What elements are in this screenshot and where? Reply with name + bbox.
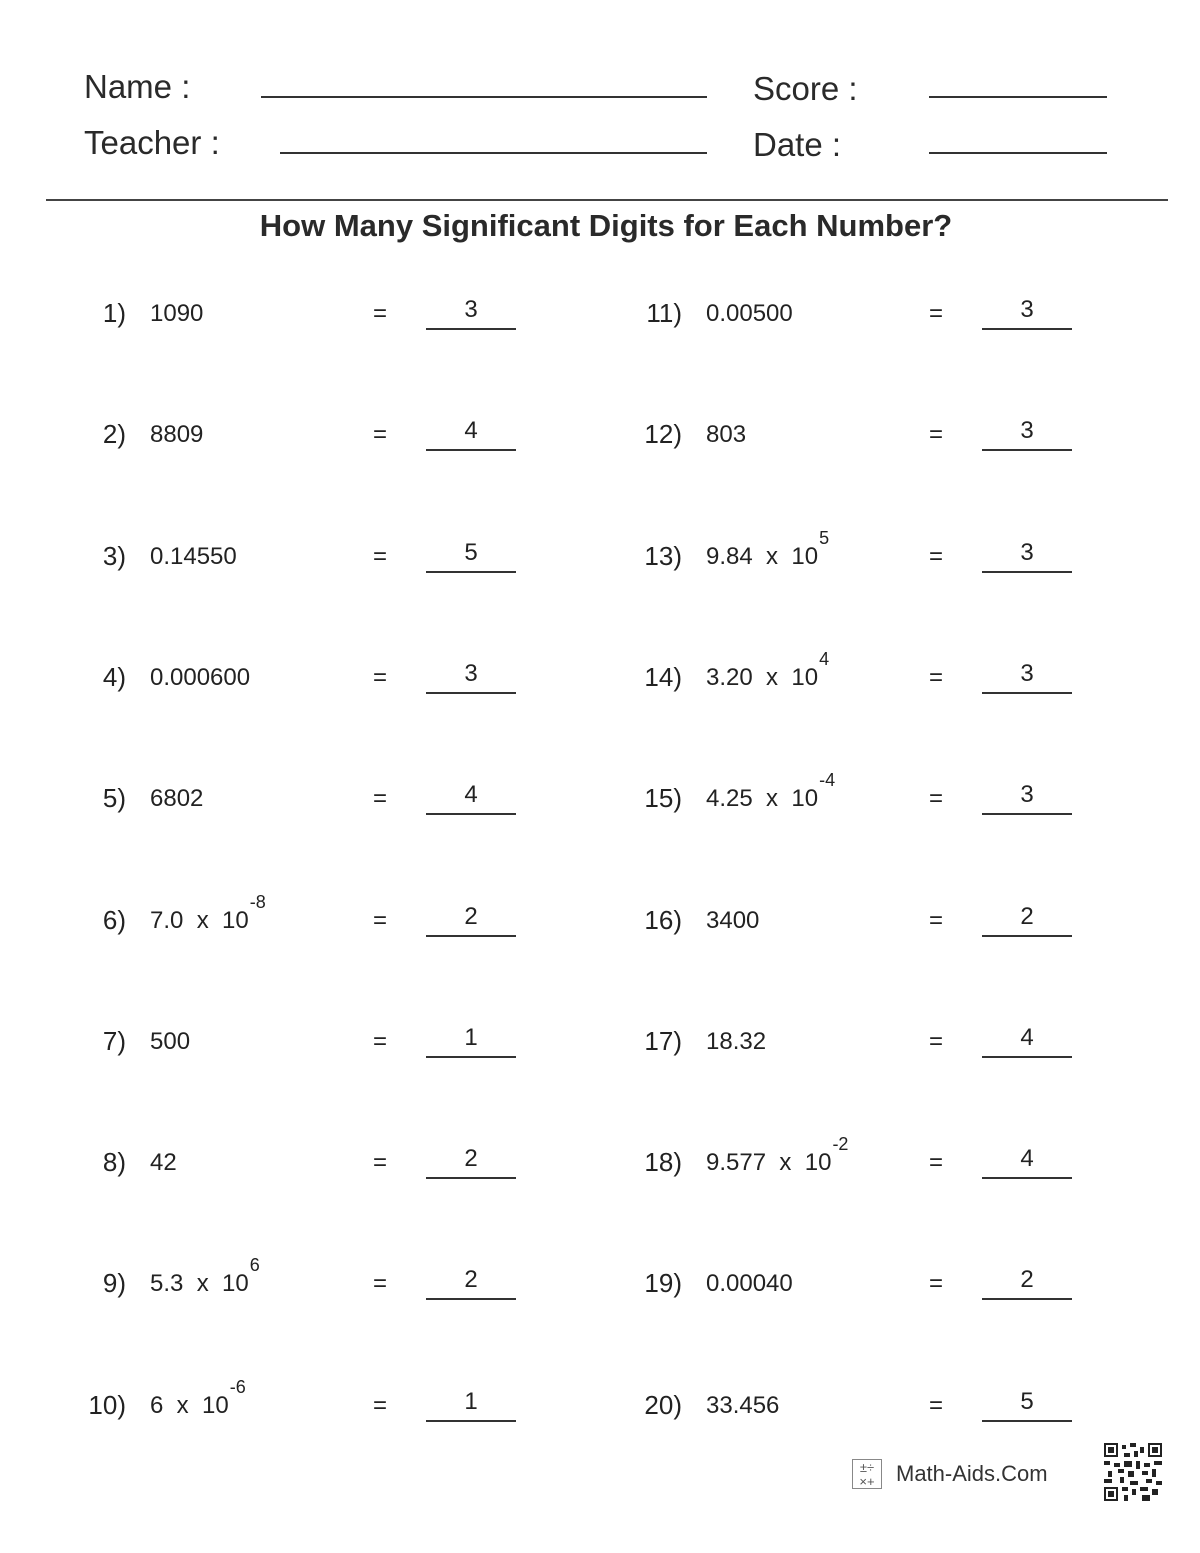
problem-row xyxy=(0,662,540,722)
problem-base: 0.00040 xyxy=(706,1270,793,1297)
problem-base: 500 xyxy=(150,1028,191,1055)
equals-sign: = xyxy=(373,1270,388,1297)
equals-sign: = xyxy=(373,1028,388,1055)
equals-sign: = xyxy=(929,421,944,448)
problem-expression xyxy=(150,892,266,935)
answer-field[interactable]: 3 xyxy=(426,660,516,694)
problem-number: 3) xyxy=(102,541,126,571)
problem-row xyxy=(556,1390,1096,1450)
problem-number: 18) xyxy=(644,1147,682,1177)
problem-row xyxy=(0,1255,540,1328)
problem-number: 11) xyxy=(646,298,682,328)
problem-number: 14) xyxy=(644,662,682,692)
problem-base: 7.0 x 10 xyxy=(150,907,249,934)
teacher-line xyxy=(280,152,707,154)
problem-row xyxy=(0,1147,540,1207)
problem-row xyxy=(556,419,1096,479)
problem-base: 9.84 x 10 xyxy=(706,543,819,570)
equals-sign: = xyxy=(373,543,388,570)
equals-sign: = xyxy=(929,1392,944,1419)
problem-expression xyxy=(706,649,830,692)
problem-number: 17) xyxy=(644,1026,682,1056)
calculator-icon: ±÷ ×+ xyxy=(852,1459,882,1489)
equals-sign: = xyxy=(373,664,388,691)
problem-expression xyxy=(706,770,836,813)
header-divider xyxy=(46,199,1168,201)
problem-base: 3.20 x 10 xyxy=(706,664,819,691)
problem-row xyxy=(556,770,1096,843)
problem-expression xyxy=(150,300,203,328)
equals-sign: = xyxy=(929,785,944,812)
footer-brand xyxy=(852,1456,1048,1492)
problem-expression xyxy=(706,1134,849,1177)
problem-row xyxy=(556,298,1096,358)
problem-number: 1) xyxy=(102,298,126,328)
qr-code-icon xyxy=(1104,1443,1162,1501)
problem-expression xyxy=(150,1255,260,1298)
equals-sign: = xyxy=(929,664,944,691)
equals-sign: = xyxy=(373,1392,388,1419)
worksheet-title: How Many Significant Digits for Each Number? xyxy=(259,208,953,243)
problem-base: 1090 xyxy=(150,300,204,327)
answer-field[interactable]: 3 xyxy=(426,296,516,330)
equals-sign: = xyxy=(929,1270,944,1297)
answer-field[interactable]: 4 xyxy=(982,1145,1072,1179)
answer-field[interactable]: 4 xyxy=(426,781,516,815)
score-label: Score : xyxy=(753,70,858,107)
equals-sign: = xyxy=(929,907,944,934)
problem-exponent: 6 xyxy=(249,1255,260,1275)
problem-base: 5.3 x 10 xyxy=(150,1270,249,1297)
problem-number: 15) xyxy=(644,783,682,813)
equals-sign: = xyxy=(373,785,388,812)
equals-sign: = xyxy=(929,1028,944,1055)
equals-sign: = xyxy=(373,421,388,448)
problem-number: 5) xyxy=(102,783,126,813)
problem-base: 4.25 x 10 xyxy=(706,785,819,812)
problem-row xyxy=(0,1377,540,1450)
answer-field[interactable]: 5 xyxy=(982,1388,1072,1422)
problem-number: 20) xyxy=(644,1390,682,1420)
problem-expression xyxy=(150,1028,190,1056)
problem-base: 803 xyxy=(706,421,747,448)
problem-exponent: 5 xyxy=(819,528,830,548)
equals-sign: = xyxy=(929,543,944,570)
answer-field[interactable]: 2 xyxy=(982,903,1072,937)
problem-row xyxy=(556,1026,1096,1086)
problem-number: 12) xyxy=(644,419,682,449)
problem-row xyxy=(0,1026,540,1086)
problem-number: 7) xyxy=(102,1026,126,1056)
problem-base: 6802 xyxy=(150,785,204,812)
answer-field[interactable]: 5 xyxy=(426,539,516,573)
problem-number: 13) xyxy=(644,541,682,571)
problem-base: 18.32 xyxy=(706,1028,767,1055)
equals-sign: = xyxy=(929,1149,944,1176)
problem-row xyxy=(0,541,540,601)
answer-field[interactable]: 2 xyxy=(982,1266,1072,1300)
problem-exponent: -4 xyxy=(819,770,836,790)
answer-field[interactable]: 4 xyxy=(426,417,516,451)
problem-row xyxy=(556,649,1096,722)
answer-field[interactable]: 3 xyxy=(982,296,1072,330)
name-line xyxy=(261,96,707,98)
problem-base: 0.00500 xyxy=(706,300,793,327)
problem-expression xyxy=(706,1270,793,1298)
problem-expression xyxy=(150,543,237,571)
problem-base: 8809 xyxy=(150,421,204,448)
problem-base: 0.14550 xyxy=(150,543,237,570)
problem-row xyxy=(0,892,540,965)
problem-expression xyxy=(150,1377,246,1420)
problem-number: 16) xyxy=(644,905,682,935)
problem-expression xyxy=(706,1028,766,1056)
problem-number: 6) xyxy=(102,905,126,935)
answer-field[interactable]: 1 xyxy=(426,1388,516,1422)
answer-field[interactable]: 3 xyxy=(982,660,1072,694)
problem-number: 9) xyxy=(102,1268,126,1298)
problem-expression xyxy=(706,907,759,935)
problem-row xyxy=(556,528,1096,601)
date-label: Date : xyxy=(753,126,842,163)
problem-number: 4) xyxy=(102,662,126,692)
problem-base: 3400 xyxy=(706,907,760,934)
answer-field[interactable]: 4 xyxy=(982,1024,1072,1058)
problem-expression xyxy=(706,300,793,328)
problem-expression xyxy=(150,421,203,449)
date-line xyxy=(929,152,1107,154)
answer-field[interactable]: 3 xyxy=(982,417,1072,451)
problem-number: 19) xyxy=(644,1268,682,1298)
problem-row xyxy=(556,1268,1096,1328)
answer-field[interactable]: 1 xyxy=(426,1024,516,1058)
problem-row xyxy=(0,419,540,479)
answer-field[interactable]: 3 xyxy=(982,781,1072,815)
problem-row xyxy=(0,298,540,358)
equals-sign: = xyxy=(929,300,944,327)
answer-field[interactable]: 2 xyxy=(426,903,516,937)
equals-sign: = xyxy=(373,907,388,934)
equals-sign: = xyxy=(373,1149,388,1176)
brand-text: Math-Aids.Com xyxy=(896,1461,1048,1486)
problem-exponent: -6 xyxy=(229,1377,246,1397)
problem-exponent: -2 xyxy=(832,1134,849,1154)
answer-field[interactable]: 2 xyxy=(426,1145,516,1179)
problem-row xyxy=(556,1134,1096,1207)
answer-field[interactable]: 3 xyxy=(982,539,1072,573)
problem-expression xyxy=(706,1392,779,1420)
problem-number: 10) xyxy=(88,1390,126,1420)
answer-field[interactable]: 2 xyxy=(426,1266,516,1300)
problem-expression xyxy=(706,528,830,571)
problem-number: 8) xyxy=(102,1147,126,1177)
problem-exponent: -8 xyxy=(249,892,266,912)
problem-exponent: 4 xyxy=(819,649,830,669)
problem-expression xyxy=(150,664,250,692)
problem-number: 2) xyxy=(102,419,126,449)
problem-base: 33.456 xyxy=(706,1392,780,1419)
name-label: Name : xyxy=(84,68,191,105)
problem-base: 0.000600 xyxy=(150,664,251,691)
score-line xyxy=(929,96,1107,98)
problem-expression xyxy=(150,1149,177,1177)
problem-expression xyxy=(706,421,746,449)
problem-row xyxy=(0,783,540,843)
problem-row xyxy=(556,905,1096,965)
problem-base: 6 x 10 xyxy=(150,1392,229,1419)
problem-base: 9.577 x 10 xyxy=(706,1149,832,1176)
equals-sign: = xyxy=(373,300,388,327)
teacher-label: Teacher : xyxy=(84,124,220,161)
problem-base: 42 xyxy=(150,1149,177,1176)
problem-expression xyxy=(150,785,203,813)
